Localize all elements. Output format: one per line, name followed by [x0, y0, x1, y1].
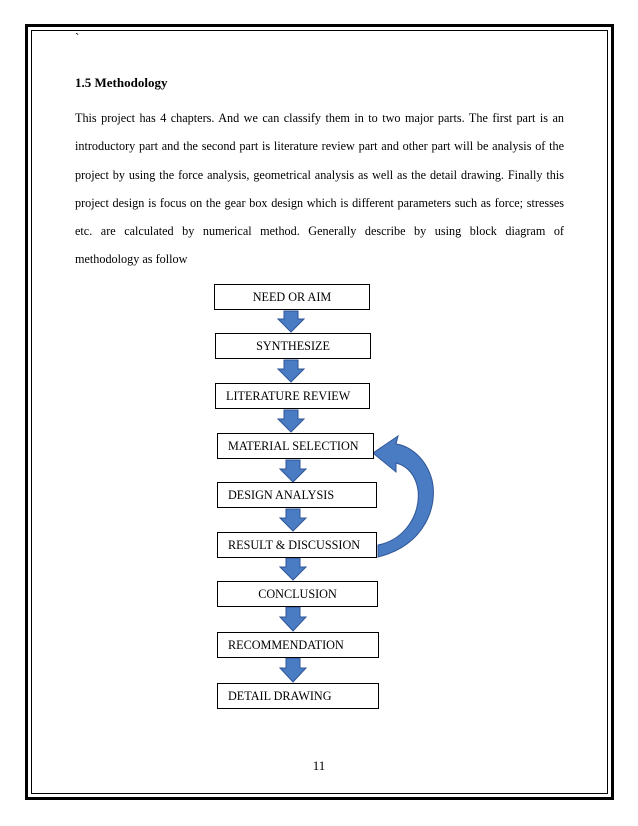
down-arrow-4 — [280, 460, 306, 482]
stray-mark: ` — [75, 30, 80, 45]
flow-step-design-analysis: DESIGN ANALYSIS — [217, 482, 377, 508]
flow-step-detail-drawing: DETAIL DRAWING — [217, 683, 379, 709]
flow-step-synthesize: SYNTHESIZE — [215, 333, 371, 359]
methodology-paragraph: This project has 4 chapters. And we can classify them in to two major parts. The first part is an introductory part and the second part is literature review part and other part will be analysis of the project by using the force analysis, geometrical analysis as well as the detail drawing. Finally this project design is focus on the gear box design which is different parameters such as force; stresses etc. are calculated by numerical method. Generally describe by using block diagram of methodology as follow — [75, 111, 564, 267]
down-arrow-7 — [280, 607, 306, 631]
down-arrow-1 — [278, 311, 304, 332]
down-arrow-3 — [278, 410, 304, 432]
down-arrow-2 — [278, 360, 304, 382]
flow-step-literature-review: LITERATURE REVIEW — [215, 383, 370, 409]
flow-step-recommendation: RECOMMENDATION — [217, 632, 379, 658]
down-arrow-8 — [280, 658, 306, 682]
flow-step-result-discussion: RESULT & DISCUSSION — [217, 532, 377, 558]
down-arrow-6 — [280, 558, 306, 580]
flow-step-conclusion: CONCLUSION — [217, 581, 378, 607]
flow-step-need-or-aim: NEED OR AIM — [214, 284, 370, 310]
section-heading: 1.5 Methodology — [75, 75, 168, 90]
flow-step-material-selection: MATERIAL SELECTION — [217, 433, 374, 459]
down-arrow-5 — [280, 509, 306, 531]
page-number: 11 — [312, 758, 326, 773]
feedback-curved-arrow — [373, 436, 433, 557]
